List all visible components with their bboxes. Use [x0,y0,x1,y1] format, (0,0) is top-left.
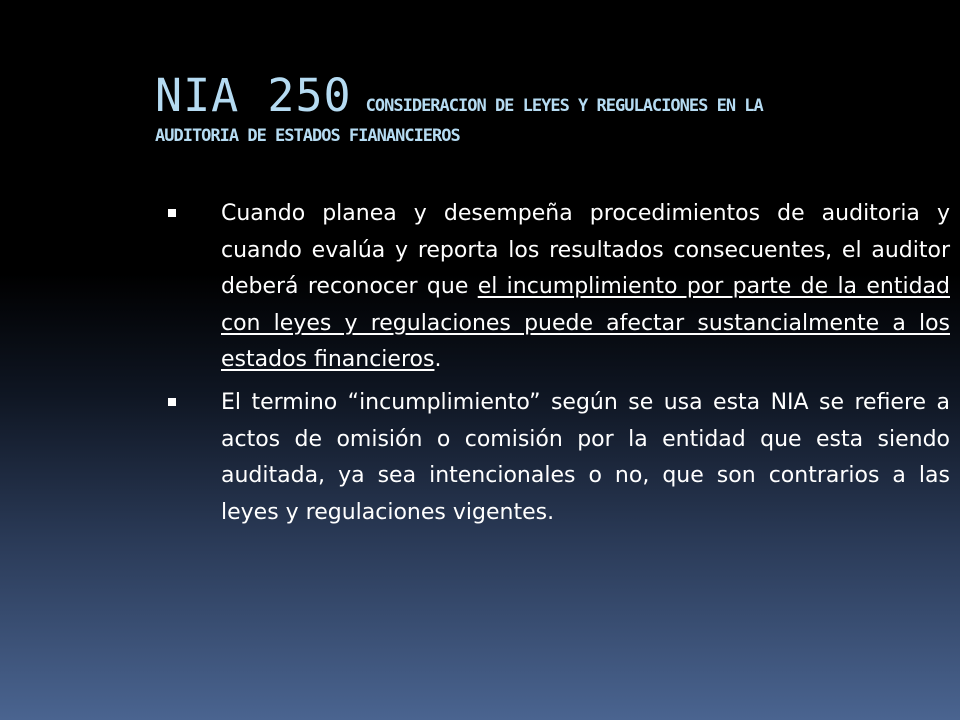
bullet-2-text: El termino “incumplimiento” según se usa esta NIA se refiere a actos de omisión o comisión por la entidad que esta siendo auditada, ya sea intencionales o no, que son contrarios a las leyes y regulaciones vigentes. [221,389,950,525]
bullet-1-underlined-text: el incumplimiento por parte de la entidad con leyes y regulaciones puede afectar sustancialmente a los estados financieros [221,274,950,373]
bullet-item-1 [168,196,950,379]
square-bullet-icon [168,209,176,217]
square-bullet-icon [168,398,176,406]
bullet-list [168,196,950,537]
slide-title [155,68,915,146]
bullet-1-period: . [434,347,442,373]
title-main: NIA 250 [155,69,352,122]
title-subtitle-line1: CONSIDERACION DE LEYES Y REGULACIONES EN LA [365,96,763,116]
title-subtitle-line2: AUDITORIA DE ESTADOS FIANANCIEROS [155,126,460,146]
bullet-1-text: Cuando planea y desempeña procedimientos de auditoria y cuando evalúa y reporta los resultados consecuentes, el auditor deberá reconocer que [221,201,950,300]
bullet-item-2 [168,385,950,531]
